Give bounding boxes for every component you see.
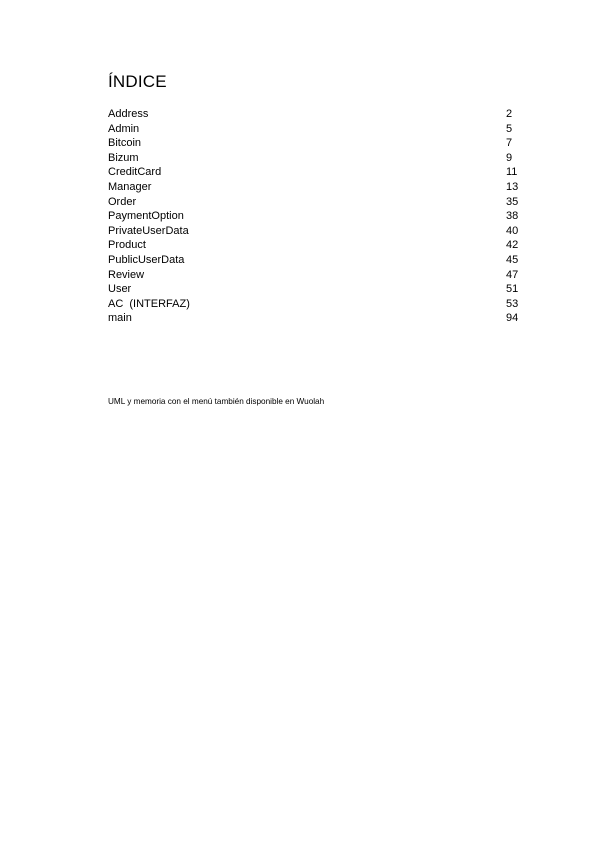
- toc-entry-page: 42: [506, 239, 519, 252]
- toc-entry-label: PaymentOption: [108, 210, 184, 223]
- toc-entry: [108, 151, 520, 166]
- toc-entry-page: 40: [506, 224, 519, 237]
- page-title: ÍNDICE: [108, 72, 167, 91]
- toc-entry-page: 38: [506, 210, 519, 223]
- toc-entry-label: main: [108, 312, 132, 325]
- toc-entry: [108, 282, 520, 297]
- toc-entry: [108, 253, 520, 268]
- table-of-contents: [108, 107, 520, 326]
- toc-entry-label: Review: [108, 268, 145, 281]
- toc-entry-label: Bitcoin: [108, 137, 142, 150]
- toc-entry-label: PrivateUserData: [108, 224, 189, 237]
- toc-entry-page: 35: [506, 195, 519, 208]
- toc-entry-label: Bizum: [108, 151, 139, 164]
- toc-entry-page: 47: [506, 268, 519, 281]
- toc-entry: [108, 209, 520, 224]
- toc-entry-page: 5: [506, 122, 513, 135]
- toc-entry: [108, 311, 520, 326]
- toc-entry: [108, 297, 520, 312]
- toc-entry-page: 9: [506, 151, 513, 164]
- toc-entry: [108, 195, 520, 210]
- toc-entry-page: 2: [506, 108, 513, 120]
- toc-entry: [108, 268, 520, 283]
- toc-entry-page: 13: [506, 180, 519, 193]
- toc-entry: [108, 136, 520, 151]
- toc-entry: [108, 238, 520, 253]
- toc-entry: [108, 107, 520, 122]
- toc-entry-page: 94: [506, 312, 519, 325]
- toc-entry-label: Admin: [108, 122, 140, 135]
- toc-entry: [108, 180, 520, 195]
- toc-entry: [108, 165, 520, 180]
- toc-entry-page: 7: [506, 137, 513, 150]
- toc-entry: [108, 122, 520, 137]
- toc-entry: [108, 224, 520, 239]
- toc-entry-label: Address: [108, 108, 149, 120]
- toc-entry-label: PublicUserData: [108, 253, 185, 266]
- toc-entry-label: Manager: [108, 180, 152, 193]
- toc-entry-page: 45: [506, 253, 519, 266]
- toc-entry-label: AC (INTERFAZ): [108, 297, 190, 310]
- toc-entry-page: 11: [506, 166, 518, 179]
- toc-entry-label: Order: [108, 195, 137, 208]
- toc-entry-label: User: [108, 283, 132, 296]
- toc-entry-page: 51: [506, 283, 519, 296]
- toc-entry-page: 53: [506, 297, 519, 310]
- toc-entry-label: Product: [108, 239, 146, 252]
- toc-entry-label: CreditCard: [108, 166, 162, 179]
- footer-note: UML y memoria con el menú también disponible en Wuolah: [108, 397, 325, 406]
